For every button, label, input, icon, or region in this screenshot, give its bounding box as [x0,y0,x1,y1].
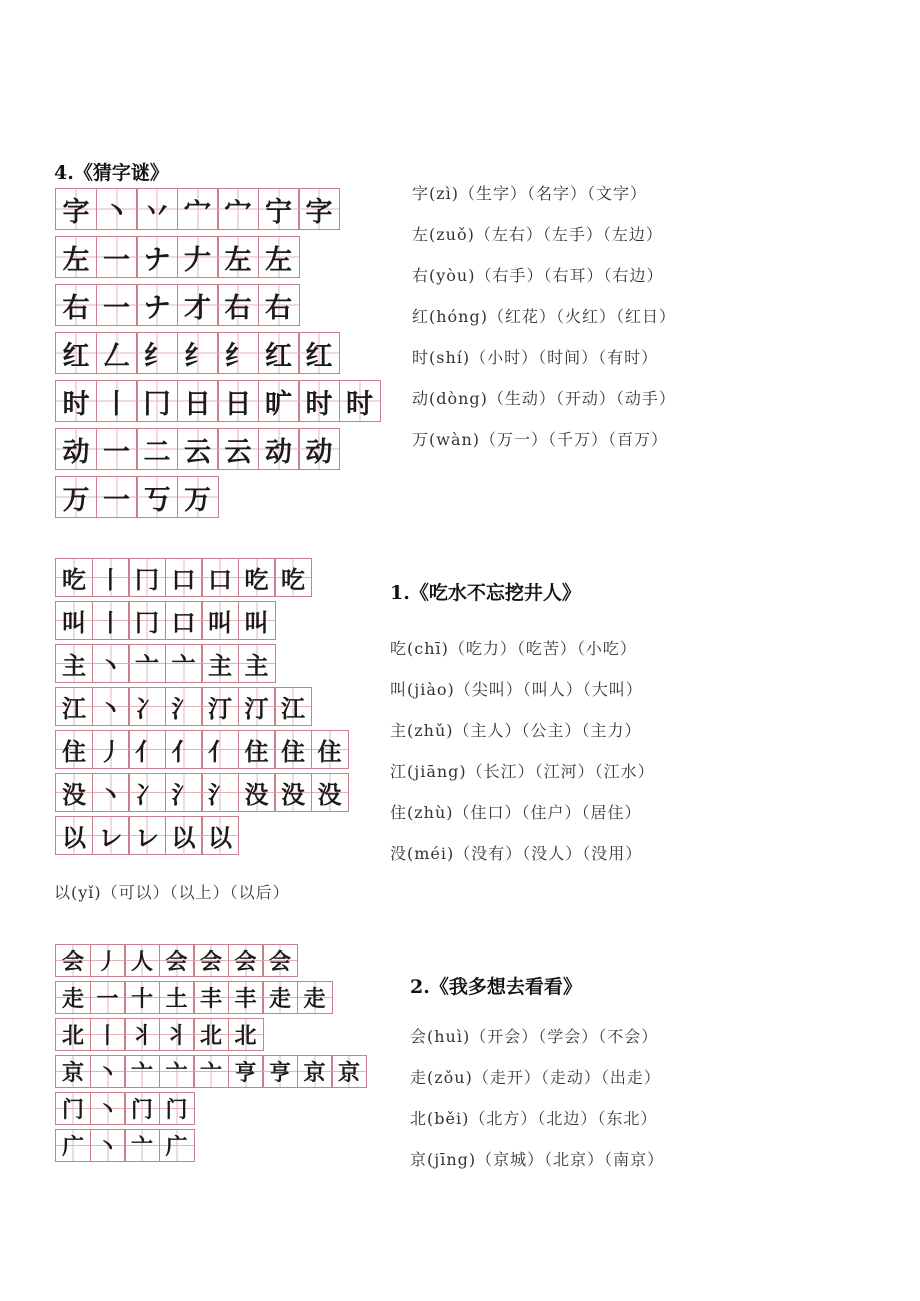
character-cell: 住 [55,730,93,769]
stroke-cell: 江 [274,687,312,726]
stroke-cell: 会 [262,944,298,977]
stroke-cell: 会 [159,944,195,977]
word-line-yi: 以(yǐ)（可以）（以上）（以后） [54,883,290,902]
character-cell: 叫 [55,601,93,640]
stroke-cell: ナ [136,236,178,278]
stroke-row [55,284,379,326]
stroke-cell: 右 [258,284,300,326]
stroke-cell: 十 [124,981,160,1014]
section-4-heading: 4.《猜字谜》 [54,162,169,184]
stroke-cell: 丨 [90,1018,126,1051]
stroke-cell: 亠 [128,644,166,683]
character-cell: 门 [55,1092,91,1125]
stroke-cell: 北 [193,1018,229,1051]
word-line: 右(yòu)（右手）（右耳）（右边） [412,266,664,285]
word-line: 字(zì)（生字）（名字）（文字） [412,184,648,203]
stroke-row [55,188,379,230]
character-cell: 左 [55,236,97,278]
word-list-section-1 [390,636,655,882]
stroke-cell: 会 [228,944,264,977]
stroke-row [55,773,347,812]
stroke-cell: 没 [238,773,276,812]
character-cell: 以 [55,816,93,855]
section-2-heading: 2.《我多想去看看》 [410,976,582,998]
stroke-cell: 一 [96,476,138,518]
stroke-cell: 一 [96,428,138,470]
stroke-cell: 亻 [201,730,239,769]
stroke-cell: 丷 [136,188,178,230]
stroke-cell: 走 [297,981,333,1014]
stroke-cell: 云 [177,428,219,470]
character-cell: 京 [55,1055,91,1088]
stroke-cell: 丿 [92,730,130,769]
word-line: 会(huì)（开会）（学会）（不会） [410,1027,659,1046]
stroke-cell: 丂 [136,476,178,518]
stroke-cell: 旷 [258,380,300,422]
character-cell: 时 [55,380,97,422]
stroke-cell: 红 [258,332,300,374]
stroke-order-grid-section-1 [55,558,347,859]
word-line: 万(wàn)（万一）（千万）（百万） [412,430,669,449]
stroke-cell: 冫 [128,773,166,812]
stroke-cell: 𠂇 [177,236,219,278]
stroke-row [55,730,347,769]
stroke-cell: 冂 [128,601,166,640]
stroke-cell: 宀 [177,188,219,230]
stroke-cell: 亠 [165,644,203,683]
stroke-cell: 以 [201,816,239,855]
stroke-cell: 亨 [228,1055,264,1088]
stroke-cell: 口 [165,558,203,597]
stroke-cell: 京 [331,1055,367,1088]
stroke-cell: 主 [238,644,276,683]
stroke-cell: 丨 [96,380,138,422]
word-line: 左(zuǒ)（左右）（左手）（左边） [412,225,663,244]
stroke-cell: 丶 [96,188,138,230]
stroke-cell: 动 [298,428,340,470]
stroke-cell: 广 [159,1129,195,1162]
stroke-row [55,816,347,855]
stroke-cell: 住 [238,730,276,769]
stroke-cell: 右 [217,284,259,326]
stroke-cell: 一 [90,981,126,1014]
stroke-cell: 纟 [177,332,219,374]
character-cell: 红 [55,332,97,374]
word-line: 吃(chī)（吃力）（吃苦）（小吃） [390,639,637,658]
stroke-cell: 门 [159,1092,195,1125]
stroke-cell: 丬 [124,1018,160,1051]
stroke-cell: 云 [217,428,259,470]
stroke-cell: ナ [136,284,178,326]
word-line: 叫(jiào)（尖叫）（叫人）（大叫） [390,680,643,699]
stroke-cell: 时 [298,380,340,422]
stroke-cell: 土 [159,981,195,1014]
stroke-cell: 丶 [92,773,130,812]
stroke-cell: 冫 [128,687,166,726]
stroke-cell: 亠 [159,1055,195,1088]
stroke-cell: 没 [311,773,349,812]
stroke-cell: 汀 [238,687,276,726]
character-cell: 动 [55,428,97,470]
stroke-cell: 丬 [159,1018,195,1051]
stroke-cell: 字 [298,188,340,230]
stroke-cell: 一 [96,236,138,278]
stroke-cell: 万 [177,476,219,518]
stroke-cell: 亠 [124,1055,160,1088]
stroke-cell: 一 [96,284,138,326]
stroke-cell: 亻 [165,730,203,769]
stroke-row [55,981,366,1014]
stroke-cell: 冂 [128,558,166,597]
word-list-section-2 [410,1024,664,1188]
stroke-cell: 宀 [217,188,259,230]
stroke-cell: 叫 [238,601,276,640]
word-line: 红(hóng)（红花）（火红）（红日） [412,307,676,326]
stroke-cell: 时 [339,380,381,422]
stroke-cell: 丨 [92,558,130,597]
stroke-cell: 叫 [201,601,239,640]
stroke-cell: 丶 [92,687,130,726]
stroke-cell: 北 [228,1018,264,1051]
stroke-row [55,1092,366,1125]
stroke-row [55,476,379,518]
character-cell: 没 [55,773,93,812]
character-cell: 走 [55,981,91,1014]
stroke-cell: 氵 [165,773,203,812]
stroke-cell: 以 [165,816,203,855]
stroke-cell: 丰 [228,981,264,1014]
stroke-cell: 主 [201,644,239,683]
character-cell: 万 [55,476,97,518]
stroke-cell: 京 [297,1055,333,1088]
stroke-cell: 门 [124,1092,160,1125]
stroke-row [55,601,347,640]
word-line: 没(méi)（没有）（没人）（没用） [390,844,643,863]
stroke-row [55,944,366,977]
section-1-heading: 1.《吃水不忘挖井人》 [390,582,581,604]
character-cell: 江 [55,687,93,726]
stroke-cell: 红 [298,332,340,374]
stroke-cell: 亠 [124,1129,160,1162]
stroke-cell: 吃 [238,558,276,597]
stroke-cell: 口 [165,601,203,640]
stroke-cell: 吃 [274,558,312,597]
stroke-order-grid-section-2 [55,944,366,1166]
character-cell: 北 [55,1018,91,1051]
stroke-cell: 日 [177,380,219,422]
stroke-cell: 丨 [92,601,130,640]
stroke-cell: 人 [124,944,160,977]
stroke-cell: レ [128,816,166,855]
stroke-row [55,558,347,597]
stroke-cell: 氵 [201,773,239,812]
stroke-cell: 丶 [90,1092,126,1125]
stroke-cell: 纟 [217,332,259,374]
stroke-cell: 亨 [262,1055,298,1088]
stroke-cell: 丿 [90,944,126,977]
stroke-cell: 丰 [193,981,229,1014]
stroke-row [55,644,347,683]
stroke-cell: 住 [274,730,312,769]
stroke-cell: 丶 [92,644,130,683]
stroke-cell: 冂 [136,380,178,422]
word-line: 时(shí)（小时）（时间）（有时） [412,348,659,367]
stroke-cell: 才 [177,284,219,326]
stroke-cell: 汀 [201,687,239,726]
stroke-cell: 丶 [90,1055,126,1088]
stroke-cell: 亻 [128,730,166,769]
stroke-cell: 丶 [90,1129,126,1162]
word-line: 住(zhù)（住口）（住户）（居住） [390,803,642,822]
stroke-row [55,1055,366,1088]
stroke-cell: 二 [136,428,178,470]
stroke-row [55,1129,366,1162]
stroke-cell: 𠃋 [96,332,138,374]
stroke-cell: 没 [274,773,312,812]
character-cell: 广 [55,1129,91,1162]
stroke-cell: 纟 [136,332,178,374]
stroke-row [55,1018,366,1051]
stroke-cell: 会 [193,944,229,977]
stroke-cell: 宁 [258,188,300,230]
word-list-section-4 [412,181,676,468]
stroke-cell: 左 [217,236,259,278]
word-line: 北(běi)（北方）（北边）（东北） [410,1109,658,1128]
stroke-cell: 口 [201,558,239,597]
stroke-row [55,332,379,374]
stroke-cell: 亠 [193,1055,229,1088]
character-cell: 主 [55,644,93,683]
stroke-row [55,236,379,278]
stroke-cell: 动 [258,428,300,470]
character-cell: 会 [55,944,91,977]
word-line: 动(dòng)（生动）（开动）（动手） [412,389,676,408]
character-cell: 字 [55,188,97,230]
stroke-row [55,687,347,726]
character-cell: 吃 [55,558,93,597]
stroke-cell: 走 [262,981,298,1014]
character-cell: 右 [55,284,97,326]
stroke-row [55,380,379,422]
stroke-cell: 氵 [165,687,203,726]
stroke-cell: 左 [258,236,300,278]
word-line: 走(zǒu)（走开）（走动）（出走） [410,1068,661,1087]
stroke-row [55,428,379,470]
word-line: 京(jīng)（京城）（北京）（南京） [410,1150,665,1169]
stroke-cell: 日 [217,380,259,422]
stroke-cell: 住 [311,730,349,769]
stroke-order-grid-section-4 [55,188,379,524]
word-line: 江(jiāng)（长江）（江河）（江水） [390,762,655,781]
stroke-cell: レ [92,816,130,855]
word-line: 主(zhǔ)（主人）（公主）（主力） [390,721,642,740]
